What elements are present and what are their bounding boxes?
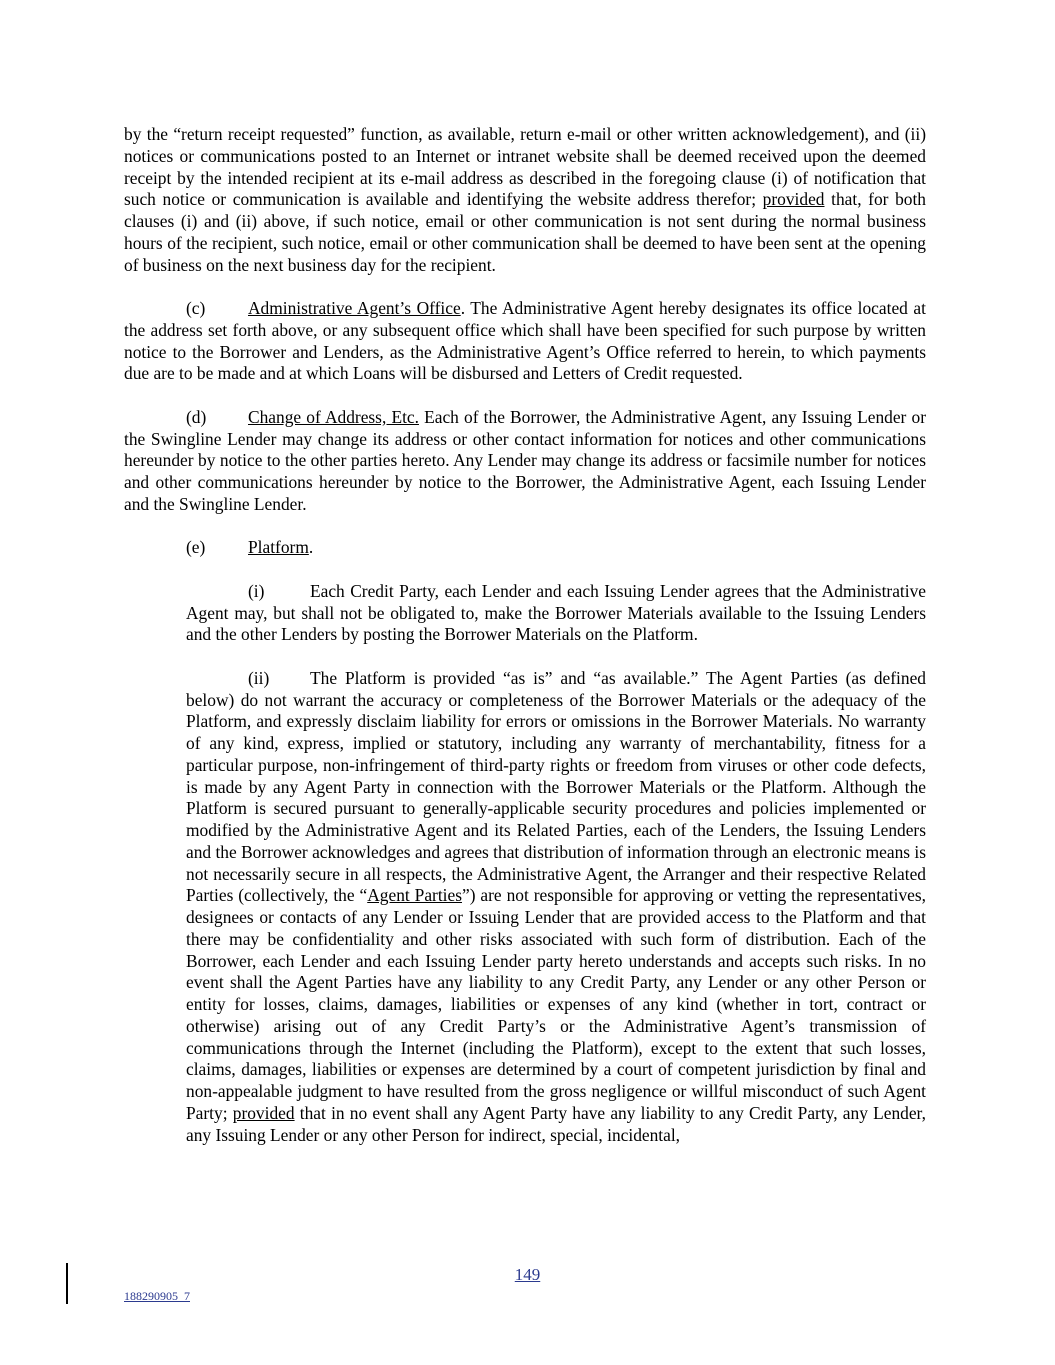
- section-heading: Change of Address, Etc.: [248, 406, 419, 427]
- text: . The Administrative Agent hereby designates its office located at the address set forth above, or any subsequent office which shall have been specified for such purpose by written notice to the Borrower and Lenders, as the Administrative Agent’s Office referred to herein, to which payments due are to be made and at which Loans will be disbursed and Letters of Credit requested.: [124, 298, 926, 384]
- section-e: [124, 537, 926, 559]
- provided-term: provided: [232, 1102, 295, 1123]
- section-label: (e): [186, 537, 206, 558]
- text: .: [308, 537, 314, 558]
- subsection-e-i: [124, 581, 926, 646]
- section-label: (d): [186, 406, 207, 427]
- section-heading: Administrative Agent’s Office: [248, 298, 461, 318]
- paragraph-continuation: [124, 124, 926, 276]
- defined-term: Agent Parties: [367, 885, 462, 906]
- subsection-e-ii: [124, 668, 926, 1147]
- section-label: (c): [186, 298, 206, 318]
- text: by the “return receipt requested” function, as available, return e-mail or other written acknowledgement), and (ii) notices or communications posted to an Internet or intranet website shall be deemed received upon the deemed receipt by the intended recipient at its e-mail address as described in the foregoing clause (i) of notification that such notice or communication is available and identifying the website address therefor;: [124, 124, 926, 210]
- document-id: 188290905_7: [124, 1289, 190, 1303]
- page-number: 149: [514, 1265, 541, 1284]
- provided-term: provided: [762, 189, 825, 210]
- subsection-label: (i): [248, 580, 265, 601]
- text: The Platform is provided “as is” and “as available.” The Agent Parties (as defined below) do not warrant the accuracy or completeness of the Borrower Materials or the adequacy of the Platform, and expressly disclaim liability for errors or omissions in the Borrower Materials. No warranty of any kind, express, implied or statutory, including any warranty of merchantability, fitness for a particular purpose, non-infringement of third-party rights or freedom from viruses or other code defects, is made by any Agent Party in connection with the Borrower Materials or the Platform. Although the Platform is secured pursuant to generally-applicable security procedures and policies implemented or modified by the Administrative Agent and its Related Parties, each of the Lenders, the Issuing Lenders and the Borrower acknowledges and agrees that distribution of information through an electronic means is not necessarily secure in all respects, the Administrative Agent, the Arranger and their respective Related Parties (collectively, the “: [186, 667, 926, 906]
- section-c: [124, 298, 926, 385]
- section-d: [124, 407, 926, 516]
- section-heading: Platform: [248, 537, 309, 558]
- document-body: [124, 124, 926, 1146]
- text: Each Credit Party, each Lender and each Issuing Lender agrees that the Administrative Agent may, but shall not be obligated to, make the Borrower Materials available to the Issuing Lenders and the other Lenders by posting the Borrower Materials on the Platform.: [186, 580, 926, 645]
- text: Each of the Borrower, the Administrative Agent, any Issuing Lender or the Swingline Lender may change its address or other contact information for notices and other communications hereunder by notice to the other parties hereto. Any Lender may change its address or facsimile number for notices and other communications hereunder by notice to the Borrower, the Administrative Agent, each Issuing Lender and the Swingline Lender.: [124, 406, 926, 514]
- text: that in no event shall any Agent Party have any liability to any Credit Party, any Lender, any Issuing Lender or any other Person for indirect, special, incidental,: [186, 1102, 926, 1145]
- text: ”) are not responsible for approving or vetting the representatives, designees or contacts of any Lender or Issuing Lender that are provided access to the Platform and that there may be confidentiality and other risks associated with such form of distribution. Each of the Borrower, each Lender and each Issuing Lender party hereto understands and accepts such risks. In no event shall the Agent Parties have any liability to any Credit Party, any Lender or any other Person or entity for losses, claims, damages, liabilities or expenses of any kind (whether in tort, contract or otherwise) arising out of any Credit Party’s or the Administrative Agent’s transmission of communications through the Internet (including the Platform), except to the extent that such losses, claims, damages, liabilities or expenses are determined by a court of competent jurisdiction by final and non-appealable judgment to have resulted from the gross negligence or willful misconduct of such Agent Party;: [186, 885, 926, 1123]
- subsection-label: (ii): [248, 667, 270, 688]
- text: that, for both clauses (i) and (ii) above, if such notice, email or other communication is not sent during the normal business hours of the recipient, such notice, email or other communication shall be deemed to have been sent at the opening of business on the next business day for the recipient.: [124, 189, 926, 275]
